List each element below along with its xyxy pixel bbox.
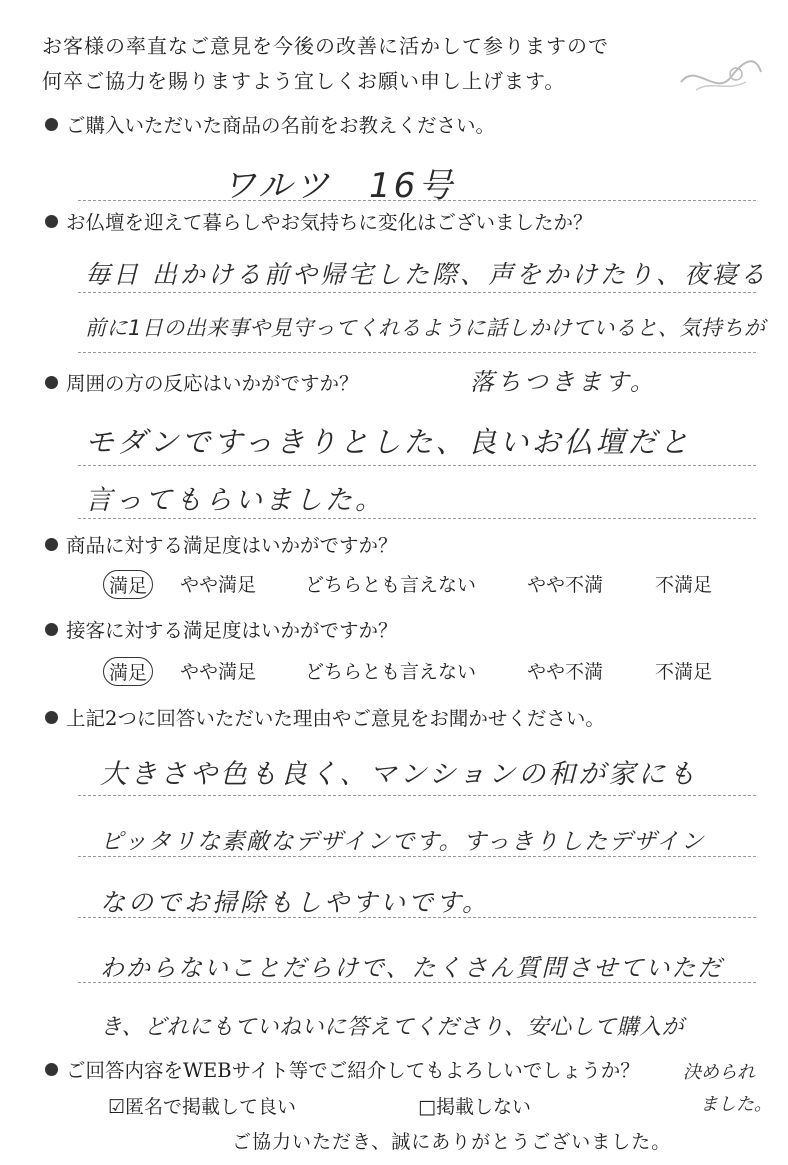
answer-line	[78, 795, 756, 796]
answer-reaction-line-1: モダンですっきりとした、良いお仏壇だと	[85, 425, 692, 459]
question-product-name	[45, 110, 495, 138]
option-somewhat-dissatisfied[interactable]: やや不満	[527, 661, 604, 683]
consent-anonymous-checkbox[interactable]: ☑匿名で掲載して良い	[108, 1096, 297, 1118]
web-consent-options	[0, 1092, 700, 1120]
answer-reasons-line-7: ました。	[700, 1094, 772, 1115]
bullet-icon	[45, 1063, 58, 1076]
answer-line	[78, 856, 756, 857]
answer-line	[78, 292, 756, 293]
option-neutral[interactable]: どちらとも言えない	[305, 574, 477, 596]
bullet-icon	[45, 623, 58, 636]
answer-line	[78, 982, 756, 983]
answer-line	[78, 518, 756, 519]
question-text: ご回答内容をWEBサイト等でご紹介してもよろしいでしょうか？	[66, 1059, 640, 1082]
answer-reasons-line-4: わからないことだらけで、たくさん質問させていただ	[100, 954, 724, 982]
closing-message: ご協力いただき、誠にありがとうございました。	[232, 1131, 672, 1153]
question-web-consent	[45, 1055, 640, 1083]
intro-line-1: お客様の率直なご意見を今後の改善に活かして参りますので	[42, 34, 609, 58]
bullet-icon	[45, 215, 58, 228]
consent-decline-checkbox[interactable]: □掲載しない	[418, 1096, 531, 1118]
answer-line	[78, 200, 756, 201]
answer-reaction-line-2: 言ってもらいました。	[85, 485, 385, 516]
bullet-icon	[45, 711, 58, 724]
answer-feelings-line-2: 前に1日の出来事や見守ってくれるように話しかけていると、気持ちが	[85, 316, 766, 340]
option-dissatisfied[interactable]: 不満足	[655, 661, 713, 683]
question-reasons	[45, 703, 605, 731]
service-satisfaction-options	[0, 657, 788, 687]
question-others-reaction	[45, 368, 359, 396]
answer-reasons-line-3: なのでお掃除もしやすいです。	[100, 888, 491, 917]
answer-reasons-line-2: ピッタリな素敵なデザインです。すっきりしたデザイン	[100, 829, 706, 855]
option-somewhat-satisfied[interactable]: やや満足	[180, 661, 257, 683]
question-feelings-change	[45, 207, 593, 235]
answer-reasons-line-5: き、どれにもていねいに答えてくださり、安心して購入が	[100, 1015, 685, 1040]
answer-product-name: ワルツ 16号	[222, 166, 456, 206]
option-somewhat-satisfied[interactable]: やや満足	[180, 574, 257, 596]
question-text: 周囲の方の反応はいかがですか？	[66, 372, 359, 395]
question-text: 上記2つに回答いただいた理由やご意見をお聞かせください。	[66, 707, 605, 730]
answer-reasons-line-1: 大きさや色も良く、マンションの和が家にも	[100, 759, 699, 790]
option-satisfied-selected[interactable]: 満足	[103, 570, 153, 599]
answer-line	[78, 917, 756, 918]
decorative-flourish-icon	[676, 52, 766, 102]
question-product-satisfaction	[45, 530, 398, 558]
product-satisfaction-options	[0, 570, 788, 600]
answer-feelings-line-3: 落ちつきます。	[470, 368, 657, 396]
question-text: お仏壇を迎えて暮らしやお気持ちに変化はございましたか？	[66, 211, 593, 234]
answer-line	[78, 465, 756, 466]
option-dissatisfied[interactable]: 不満足	[655, 574, 713, 596]
answer-feelings-line-1: 毎日 出かける前や帰宅した際、声をかけたり、夜寝る	[85, 260, 768, 289]
answer-line	[78, 352, 756, 353]
option-somewhat-dissatisfied[interactable]: やや不満	[527, 574, 604, 596]
question-text: 接客に対する満足度はいかがですか？	[66, 619, 398, 642]
question-text: 商品に対する満足度はいかがですか？	[66, 534, 398, 557]
bullet-icon	[45, 538, 58, 551]
bullet-icon	[45, 376, 58, 389]
option-neutral[interactable]: どちらとも言えない	[305, 661, 477, 683]
bullet-icon	[45, 118, 58, 131]
question-text: ご購入いただいた商品の名前をお教えください。	[66, 114, 496, 137]
option-satisfied-selected[interactable]: 満足	[103, 657, 153, 686]
question-service-satisfaction	[45, 615, 398, 643]
intro-line-2: 何卒ご協力を賜りますよう宜しくお願い申し上げます。	[42, 69, 566, 93]
answer-reasons-line-6: 決められ	[683, 1062, 755, 1083]
